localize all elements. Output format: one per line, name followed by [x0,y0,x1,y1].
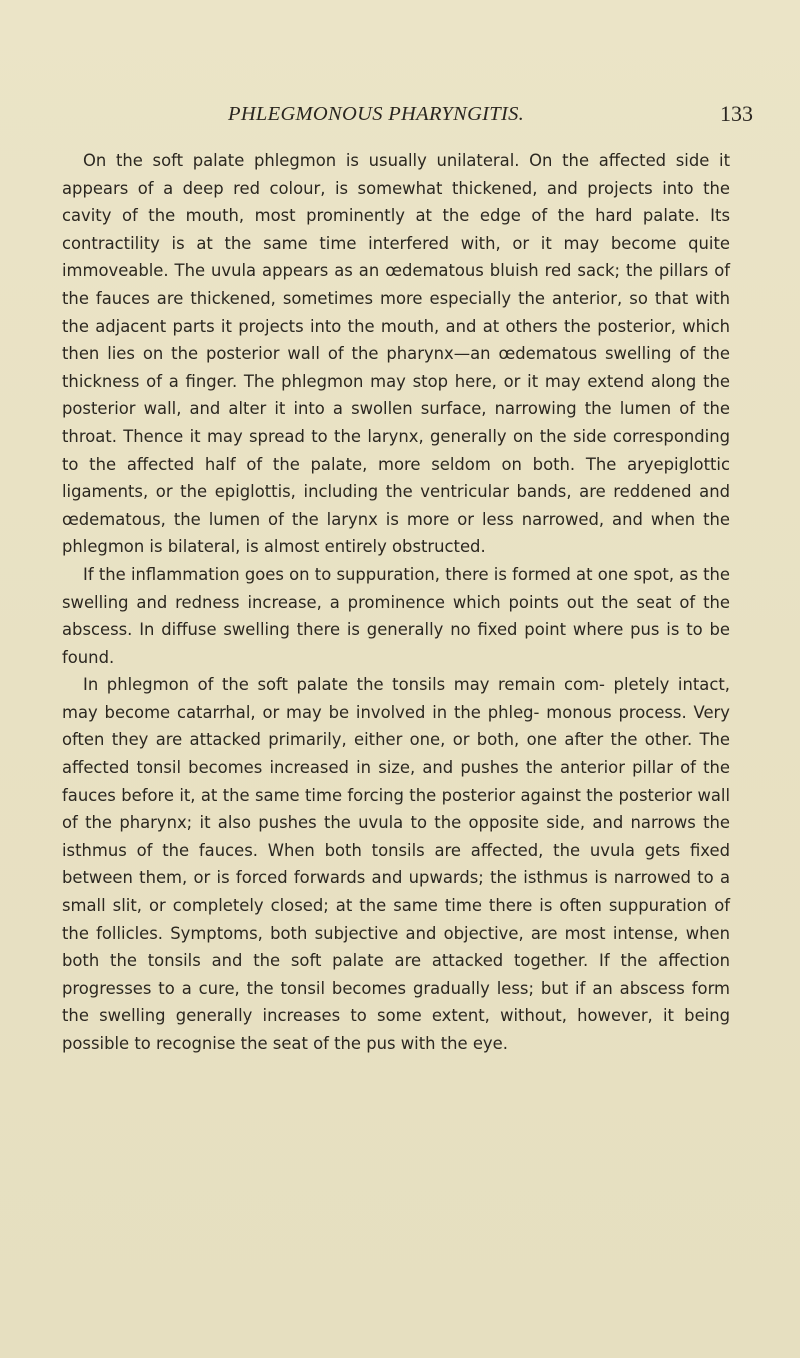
body-text [62,147,730,1058]
paragraph: If the inflammation goes on to suppuration, there is formed at one spot, as the swelling and redness increase, a prominence which points out the seat of the abscess. In diffuse swelling there is generally no fixed point where pus is to be found. [62,564,730,667]
running-head [0,103,800,131]
paragraph: On the soft palate phlegmon is usually unilateral. On the affected side it appears of a deep red colour, is somewhat thickened, and projects into the cavity of the mouth, most prominently at the edge of the hard palate. Its contractility is at the same time interfered with, or it may become quite immoveable. The uvula appears as an œdematous bluish red sack; the pillars of the fauces are thickened, sometimes more especially the anterior, so that with the adjacent parts it projects into the mouth, and at others the posterior, which then lies on the posterior wall of the pharynx—an œdematous swelling of the thickness of a finger. The phlegmon may stop here, or it may extend along the posterior wall, and alter it into a swollen surface, narrowing the lumen of the throat. Thence it may spread to the larynx, generally on the side corresponding to the affected half of the palate, more seldom on both. The aryepiglottic ligaments, or the epiglottis, including the ventricular bands, are reddened and œdematous, the lumen of the larynx is more or less narrowed, and when the phlegmon is bilateral, is almost entirely obstructed. [62,151,730,557]
page-number: 133 [720,101,753,126]
running-head-title: PHLEGMONOUS PHARYNGITIS. [228,103,525,125]
paragraph: In phlegmon of the soft palate the tonsils may remain com- pletely intact, may become catarrhal, or may be involved in the phleg- monous process. Very often they are attacked primarily, either one, or both, one after the other. The affected tonsil becomes increased in size, and pushes the anterior pillar of the fauces before it, at the same time forcing the posterior against the posterior wall of the pharynx; it also pushes the uvula to the opposite side, and narrows the isthmus of the fauces. When both tonsils are affected, the uvula gets fixed between them, or is forced forwards and upwards; the isthmus is narrowed to a small slit, or completely closed; at the same time there is often suppuration of the follicles. Symptoms, both subjective and objective, are most intense, when both the tonsils and the soft palate are attacked together. If the affection progresses to a cure, the tonsil becomes gradually less; but if an abscess form the swelling generally increases to some extent, without, however, it being possible to recognise the seat of the pus with the eye. [62,675,730,1053]
